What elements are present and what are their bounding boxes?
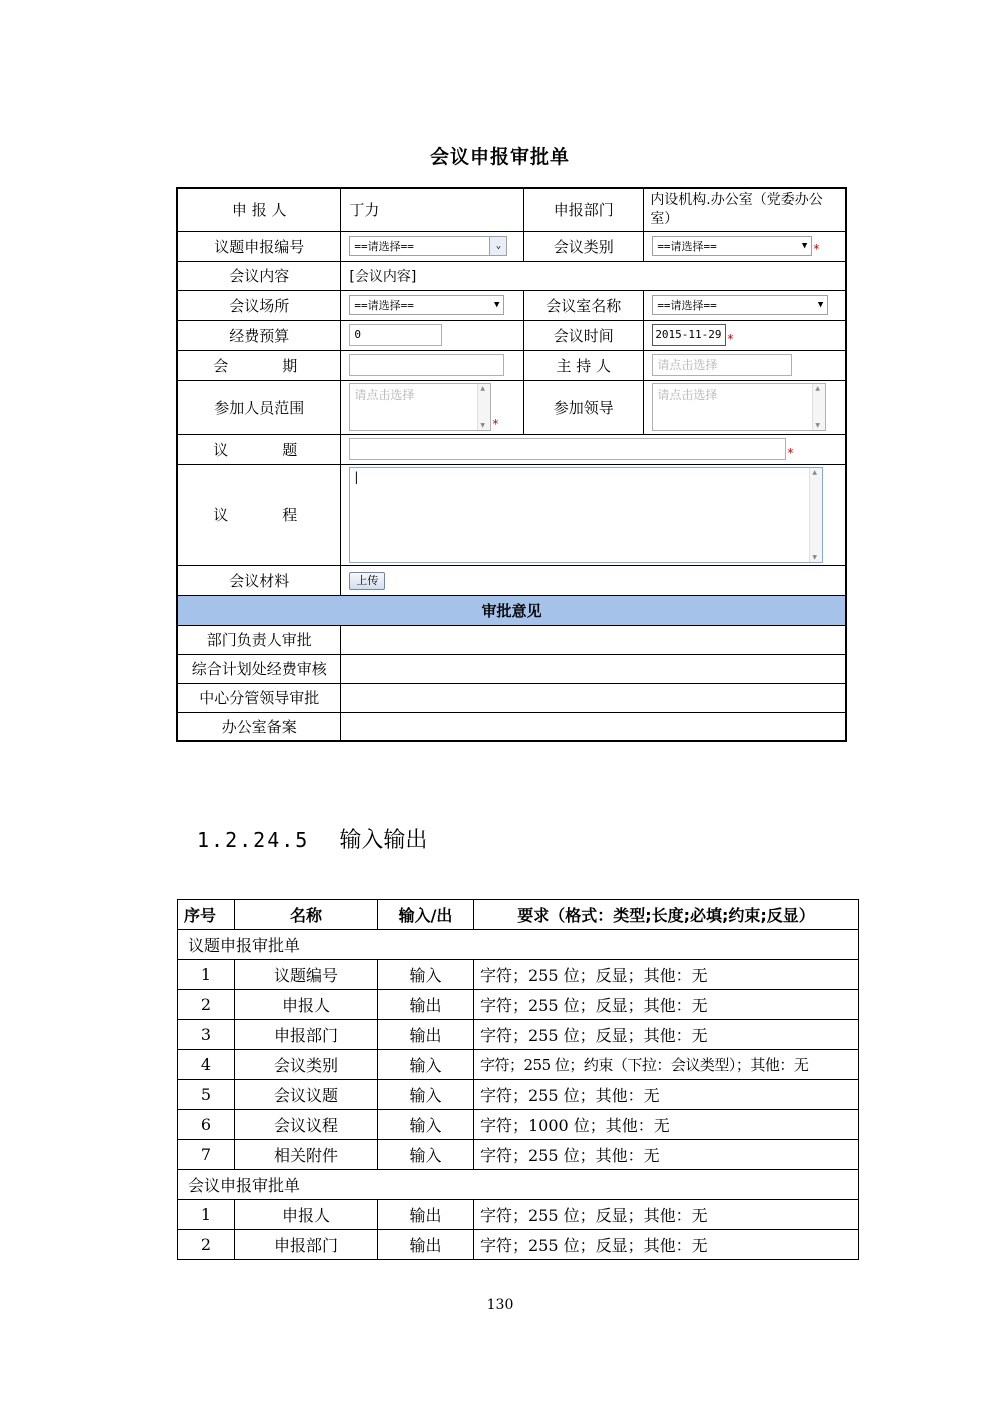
section-heading: [197, 823, 427, 854]
agenda-textarea[interactable]: [349, 467, 823, 563]
row-name: 议题编号: [235, 960, 378, 990]
attendees-textarea[interactable]: [349, 383, 491, 431]
row-requirement: 字符；255 位；反显；其他：无: [474, 1230, 859, 1260]
table-row: [178, 1020, 859, 1050]
row-index: 2: [178, 990, 235, 1020]
row-name: 申报人: [235, 990, 378, 1020]
attendees-placeholder: 请点击选择: [354, 388, 415, 402]
approval-row-value[interactable]: [341, 683, 846, 712]
venue-label: 会议场所: [177, 290, 341, 320]
scrollbar[interactable]: [477, 384, 490, 430]
table-row: [178, 1110, 859, 1140]
materials-label: 会议材料: [177, 565, 341, 595]
budget-input[interactable]: 0: [349, 324, 442, 346]
topic-no-label: 议题申报编号: [177, 231, 341, 261]
attendees-label: 参加人员范围: [177, 380, 341, 434]
meeting-time-label: 会议时间: [524, 320, 644, 350]
approval-row-value[interactable]: [341, 654, 846, 683]
row-index: 1: [178, 960, 235, 990]
row-index: 2: [178, 1230, 235, 1260]
row-io: 输入: [378, 1080, 474, 1110]
section-title: 输入输出: [339, 828, 428, 853]
approval-row-label: 办公室备案: [177, 712, 341, 741]
approval-row-label: 中心分管领导审批: [177, 683, 341, 712]
upload-button[interactable]: 上传: [349, 572, 385, 590]
applicant-label: 申 报 人: [177, 188, 341, 231]
row-index: 1: [178, 1200, 235, 1230]
row-requirement: 字符；255 位；反显；其他：无: [474, 960, 859, 990]
row-io: 输出: [378, 1200, 474, 1230]
table-row: [178, 990, 859, 1020]
leaders-label: 参加领导: [524, 380, 644, 434]
meeting-type-selected: ==请选择==: [657, 240, 717, 253]
col-header-name: 名称: [235, 900, 378, 930]
table-row: [178, 1140, 859, 1170]
period-input[interactable]: [349, 354, 504, 376]
topic-input[interactable]: [349, 438, 786, 460]
col-header-io: 输入/出: [378, 900, 474, 930]
row-index: 4: [178, 1050, 235, 1080]
content-label: 会议内容: [177, 261, 341, 290]
applicant-value: 丁力: [341, 188, 524, 231]
scrollbar[interactable]: [809, 468, 822, 562]
approval-row-label: 部门负责人审批: [177, 625, 341, 654]
meeting-approval-form: [176, 187, 847, 742]
table-row: [178, 1230, 859, 1260]
host-input[interactable]: 请点击选择: [652, 354, 792, 376]
topic-label: 议 题: [177, 434, 341, 464]
group-title: 会议申报审批单: [178, 1170, 859, 1200]
room-name-label: 会议室名称: [524, 290, 644, 320]
row-io: 输出: [378, 1230, 474, 1260]
table-row: [178, 1050, 859, 1080]
row-io: 输入: [378, 1140, 474, 1170]
group-title: 议题申报审批单: [178, 930, 859, 960]
dept-label: 申报部门: [524, 188, 644, 231]
row-name: 会议议程: [235, 1110, 378, 1140]
approval-row-value[interactable]: [341, 625, 846, 654]
row-index: 6: [178, 1110, 235, 1140]
io-header-row: [178, 900, 859, 930]
venue-selected: ==请选择==: [354, 299, 414, 312]
row-requirement: 字符；255 位；约束（下拉：会议类型）；其他：无: [474, 1050, 859, 1080]
row-name: 申报部门: [235, 1020, 378, 1050]
row-requirement: 字符；255 位；其他：无: [474, 1140, 859, 1170]
required-mark: *: [787, 446, 794, 460]
row-requirement: 字符；255 位；反显；其他：无: [474, 1020, 859, 1050]
meeting-type-select[interactable]: [652, 236, 812, 256]
scrollbar[interactable]: [812, 384, 825, 430]
dropdown-arrow-icon: ▼: [801, 241, 808, 251]
dropdown-arrow-icon: ▼: [817, 300, 824, 310]
required-mark: *: [727, 332, 734, 346]
row-requirement: 字符；255 位；反显；其他：无: [474, 1200, 859, 1230]
venue-select[interactable]: [349, 295, 504, 315]
row-index: 3: [178, 1020, 235, 1050]
io-table: [177, 899, 859, 1260]
content-value[interactable]: [会议内容]: [341, 261, 846, 290]
leaders-textarea[interactable]: [652, 383, 826, 431]
row-name: 会议类别: [235, 1050, 378, 1080]
leaders-placeholder: 请点击选择: [657, 388, 718, 402]
budget-label: 经费预算: [177, 320, 341, 350]
room-name-selected: ==请选择==: [657, 299, 717, 312]
col-header-requirement: 要求（格式：类型;长度;必填;约束;反显）: [474, 900, 859, 930]
approval-header: 审批意见: [177, 595, 846, 625]
row-io: 输入: [378, 960, 474, 990]
dept-value: 内设机构.办公室（党委办公室）: [644, 188, 846, 231]
topic-no-selected: ==请选择==: [354, 240, 414, 253]
row-io: 输出: [378, 990, 474, 1020]
table-row: [178, 1080, 859, 1110]
room-name-select[interactable]: [652, 295, 828, 315]
section-number: 1.2.24.5: [197, 828, 310, 852]
topic-no-select[interactable]: [349, 236, 507, 256]
text-cursor: |: [354, 469, 359, 484]
row-io: 输入: [378, 1050, 474, 1080]
row-name: 会议议题: [235, 1080, 378, 1110]
required-mark: *: [813, 242, 820, 256]
col-header-index: 序号: [178, 900, 235, 930]
table-row: [178, 1200, 859, 1230]
page-number: 130: [486, 1297, 514, 1313]
row-requirement: 字符；255 位；其他：无: [474, 1080, 859, 1110]
meeting-time-input[interactable]: 2015-11-29: [652, 324, 726, 346]
chevron-down-icon: ⌄: [489, 237, 506, 255]
row-name: 申报人: [235, 1200, 378, 1230]
approval-row-label: 综合计划处经费审核: [177, 654, 341, 683]
row-index: 5: [178, 1080, 235, 1110]
row-requirement: 字符；1000 位；其他：无: [474, 1110, 859, 1140]
dropdown-arrow-icon: ▼: [493, 300, 500, 310]
meeting-type-label: 会议类别: [524, 231, 644, 261]
table-row: [178, 960, 859, 990]
form-title: 会议申报审批单: [429, 146, 570, 168]
row-io: 输出: [378, 1020, 474, 1050]
row-io: 输入: [378, 1110, 474, 1140]
agenda-label: 议 程: [177, 464, 341, 565]
host-label: 主 持 人: [524, 350, 644, 380]
row-requirement: 字符；255 位；反显；其他：无: [474, 990, 859, 1020]
period-label: 会 期: [177, 350, 341, 380]
row-index: 7: [178, 1140, 235, 1170]
row-name: 相关附件: [235, 1140, 378, 1170]
approval-row-value[interactable]: [341, 712, 846, 741]
row-name: 申报部门: [235, 1230, 378, 1260]
required-mark: *: [492, 417, 499, 431]
